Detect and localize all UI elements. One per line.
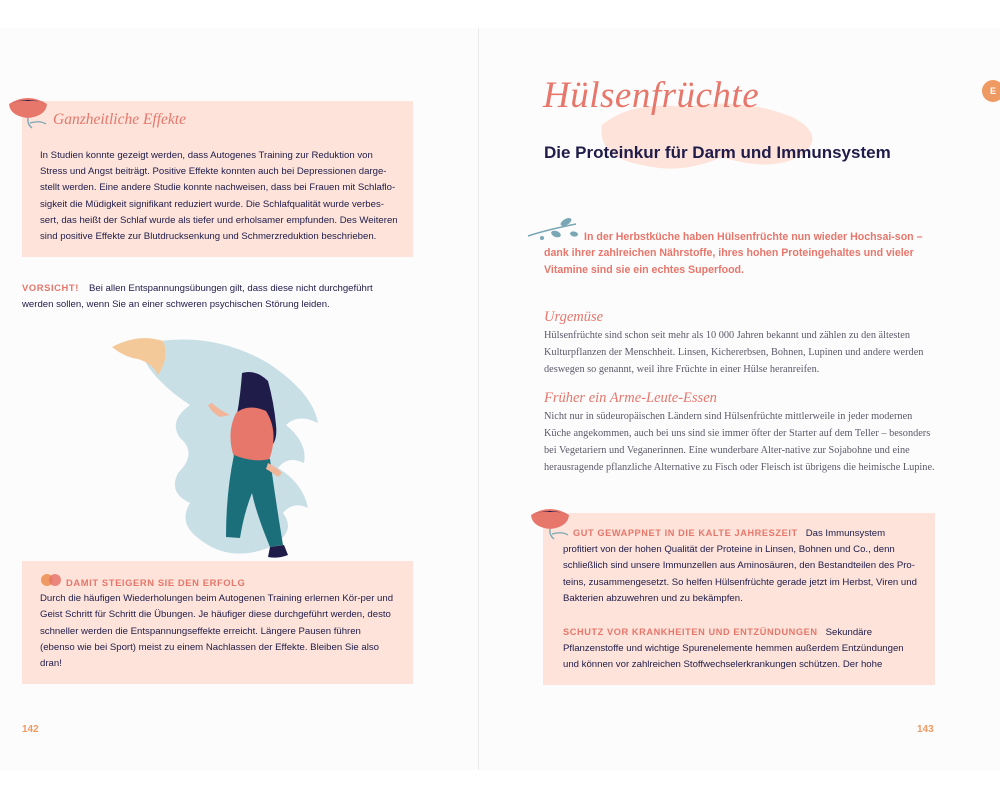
protect-paragraph: [563, 624, 921, 674]
warning-label: VORSICHT!: [22, 282, 79, 293]
page-title: Hülsenfrüchte: [543, 75, 760, 116]
warning-note: [22, 280, 402, 313]
tip-text: Durch die häufigen Wiederholungen beim Autogenen Training erlernen Kör-per und Geist Schritt für Schritt die Übungen. Je häufiger diese durchgeführt werden, desto schneller werden die Entspannungseffekte erreicht. Längere Pausen führen (ebenso wie bei Sport) meist zu einem Nachlassen der Effekte. Bleiben Sie also dran!: [40, 593, 394, 670]
warning-text: Bei allen Entspannungsübungen gilt, dass diese nicht durchgeführt werden sollen, wenn Sie an einer schweren psychischen Störung leiden.: [22, 283, 373, 311]
flower-icon: [6, 94, 52, 130]
section-heading-urgemuese: Urgemüse: [544, 309, 604, 325]
page-number-right: 143: [917, 724, 934, 735]
protect-heading: SCHUTZ VOR KRANKHEITEN UND ENTZÜNDUNGEN: [563, 627, 818, 637]
immune-paragraph: [563, 525, 921, 607]
intro-text: In der Herbstküche haben Hülsenfrüchte nun wieder Hochsai-son – dank ihrer zahlreichen Nährstoffe, ihres hohen Proteingehaltes und vieler Vitamine sind sie ein echtes Superfood.: [544, 231, 923, 276]
section-heading-arme-leute: Früher ein Arme-Leute-Essen: [544, 390, 717, 406]
section-text-urgemuese: Hülsenfrüchte sind schon seit mehr als 10 000 Jahren bekannt und zählen zu den ältesten Kulturpflanzen der Menschheit. Linsen, Kichererbsen, Bohnen, Lupinen und andere werden deswegen so genannt, weil ihre Früchte in einer Hülse heranreifen.: [544, 330, 924, 375]
page-subtitle: Die Proteinkur für Darm und Immunsystem: [544, 143, 891, 162]
tip-heading: DAMIT STEIGERN SIE DEN ERFOLG: [66, 577, 246, 588]
immune-heading: GUT GEWAPPNET IN DIE KALTE JAHRESZEIT: [573, 528, 798, 538]
effects-box-title: Ganzheitliche Effekte: [53, 111, 186, 128]
protect-text: Sekundäre Pflanzenstoffe und wichtige Spurenelemente hemmen außerdem Entzündungen und können vor zahlreichen Stoffwechselerkrankungen schützen. Der hohe: [563, 627, 904, 671]
tip-box-content: [40, 575, 395, 672]
book-spine: [478, 28, 479, 770]
chapter-tab[interactable]: E: [982, 80, 1000, 102]
page-number-left: 142: [22, 724, 39, 735]
woman-illustration: [108, 333, 328, 568]
effects-box-text: In Studien konnte gezeigt werden, dass Autogenes Training zur Reduktion von Stress und Angst beiträgt. Positive Effekte konnten auch bei Depressionen darge-stellt werden. Eine andere Studie konnte nachweisen, dass bei Frauen mit Schlaflo-sigkeit die Müdigkeit signifikant reduziert wurde. Die Schlafqualität wurde verbes-sert, das heißt der Schlaf wurde als tiefer und erholsamer empfunden. Des Weiteren sind positive Effekte zur Blutdrucksenkung und Schmerzreduktion beschrieben.: [40, 150, 398, 243]
immune-text: Das Immunsystem profitiert von der hohen Qualität der Proteine in Linsen, Bohnen und Co., denn schließlich sind unsere Immunzellen aus Aminosäuren, den Bestandteilen des Pro-teins, zusammengesetzt. So helfen Hülsenfrüchte gerade jetzt im Herbst, Viren und Bakterien abzuwehren und zu bekämpfen.: [563, 528, 917, 604]
section-text-arme-leute: Nicht nur in südeuropäischen Ländern sind Hülsenfrüchte mittlerweile in jeder modernen Küche angekommen, auch bei uns sind sie immer öfter der Starter auf dem Teller – besonders bei Vegetariern und Veganerinnen. Eine wunderbare Alter-native zur Sojabohne und eine herausragende pflanzliche Alternative zu Fisch oder Fleisch ist übrigens die heimische Lupine.: [544, 411, 935, 473]
